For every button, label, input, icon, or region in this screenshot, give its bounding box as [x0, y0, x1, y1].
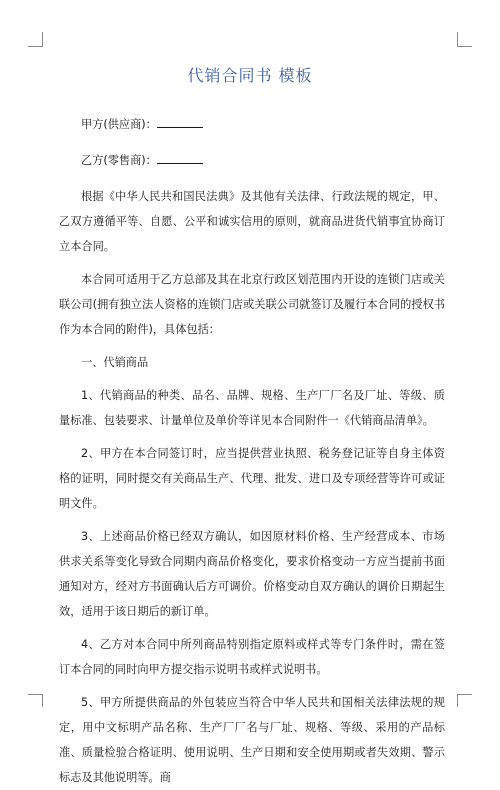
document-body: [59, 112, 445, 790]
party-a-label: 甲方(供应商)：: [81, 118, 157, 131]
paragraph-scope: 本合同可适用于乙方总部及其在北京行政区划范围内开设的连锁门店或关联公司(拥有独立法人资格的连锁门店或关联公司就签订及履行本合同的授权书作为本合同的附件)，具体包括：: [59, 273, 445, 336]
party-b-line: [59, 148, 445, 173]
clause-3: 3、上述商品价格已经双方确认，如因原材料价格、生产经营成本、市场供求关系等变化导致合同期内商品价格变化，要求价格变动一方应当提前书面通知对方，经对方书面确认后方可调价。价格变动自双方确认的调价日期起生效，适用于该日期后的新订单。: [59, 530, 445, 618]
party-a-line: [59, 112, 445, 137]
document-title: 代销合同书 模板: [187, 66, 313, 85]
crop-mark-top-right: [457, 32, 472, 47]
party-b-blank: [157, 152, 203, 164]
section-heading-consignment-goods: 一、代销商品: [81, 356, 149, 369]
clause-2: 2、甲方在本合同签订时，应当提供营业执照、税务登记证等自身主体资格的证明，同时提交有关商品生产、代理、批发、进口及专项经营等许可或证明文件。: [59, 447, 445, 510]
clause-1: 1、代销商品的种类、品名、品牌、规格、生产厂厂名及厂址、等级、质量标准、包装要求、计量单位及单价等详见本合同附件一《代销商品清单》。: [59, 389, 445, 427]
crop-mark-bottom-right: [457, 694, 472, 707]
party-a-blank: [157, 116, 203, 128]
clause-5: 5、甲方所提供商品的外包装应当符合中华人民共和国相关法律法规的规定，用中文标明产品名称、生产厂厂名与厂址、规格、等级、采用的产品标准、质量检验合格证明、使用说明、生产日期和安全使用期或者失效期、警示标志及其他说明等。商: [59, 696, 445, 784]
party-b-label: 乙方(零售商)：: [81, 154, 157, 167]
clause-4: 4、乙方对本合同中所列商品特别指定原料或样式等专门条件时，需在签订本合同的同时向甲方提交指示说明书或样式说明书。: [59, 638, 445, 676]
crop-mark-top-left: [28, 32, 43, 47]
crop-mark-bottom-left: [28, 694, 43, 707]
paragraph-legal-basis: 根据《中华人民共和国民法典》及其他有关法律、行政法规的规定，甲、乙双方遵循平等、自愿、公平和诚实信用的原则，就商品进货代销事宜协商订立本合同。: [59, 190, 445, 253]
